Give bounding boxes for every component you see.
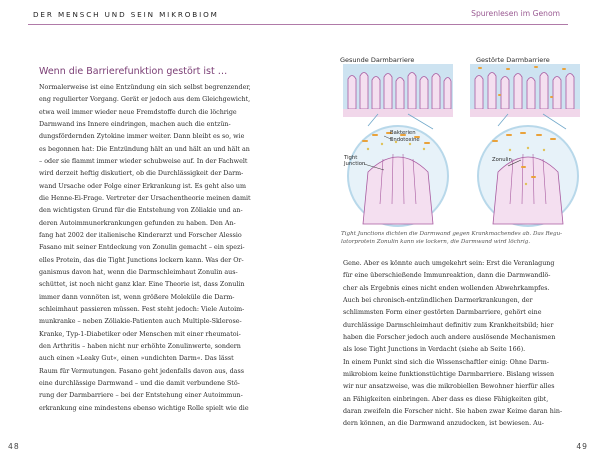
label-bacteria: Bakterien (390, 130, 416, 136)
text-line: – oder sie flammt immer wieder schubweise auf. In der Fachwelt (39, 157, 248, 165)
text-line: Raum für Vermutungen. Fasano geht jedenfalls davon aus, dass (39, 367, 244, 375)
text-line: haben die Forscher jedoch auch andere auslösende Mechanismen (343, 333, 556, 341)
text-line: als lose Tight Junctions in Verdacht (siehe ab Seite 166). (343, 346, 526, 354)
label-tight-junction-line-2: Junction (344, 161, 366, 167)
section-title: Wenn die Barrierefunktion gestört ist … (39, 66, 228, 77)
label-disturbed-barrier: Gestörte Darmbarriere (476, 56, 550, 64)
text-line: für eine überschießende Immunreaktion, dann die Darmwandlö- (343, 272, 551, 280)
caption-line: latorprotein Zonulin kann sie lockern, die Darmwand wird löchrig. (341, 239, 531, 245)
barrier-illustration (338, 54, 588, 229)
running-head: Spurenlesen im Genom (471, 9, 560, 18)
text-line: elles Protein, das die Tight Junctions lockern kann. Was der Or- (39, 256, 244, 264)
left-body-text (39, 82, 289, 415)
text-line: Gene. Aber es könnte auch umgekehrt sein: Erst die Veranlagung (343, 260, 555, 267)
text-line: auch einen »Leaky Gut«, einen »undichten Darm«. Das lässt (39, 355, 234, 363)
text-line: es begonnen hat: Die Entzündung hält an und hält an und hält an (39, 145, 250, 153)
text-line: In einem Punkt sind sich die Wissenschaftler einig: Ohne Darm- (343, 358, 549, 366)
label-endotoxins: Endotoxine (390, 137, 420, 143)
text-line: erkrankung eine mindestens ebenso wichtige Rolle spielt wie die (39, 404, 249, 412)
text-line: rung der Darmbarriere – bei der Entstehung einer Autoimmun- (39, 392, 243, 400)
text-line: wir nur ansatzweise, was die mikrobiellen Bewohner hierfür alles (343, 383, 555, 391)
text-line: fang hat 2002 der italienische Kinderarzt und Forscher Alessio (39, 231, 242, 239)
healthy-barrier-panel (343, 64, 453, 117)
text-line: dern können, an die Darmwand anzudocken, ist bewiesen. Au- (343, 420, 544, 428)
label-tight-junction-line-1: Tight (344, 155, 358, 161)
text-line: die Henne-Ei-Frage. Vertreter der Ursachentheorie meinen damit (39, 194, 251, 202)
page-number: 48 (8, 442, 20, 451)
text-line: ganismus davon hat, wenn die Darmschleimhaut Zonulin aus- (39, 268, 238, 276)
label-healthy-barrier: Gesunde Darmbarriere (340, 56, 415, 64)
text-line: deren Autoimmunerkrankungen gefunden zu haben. Den An- (39, 219, 236, 227)
text-line: eng regulierter Vorgang. Gerät er jedoch aus dem Gleichgewicht, (39, 96, 251, 104)
header-rule (28, 24, 300, 25)
text-line: dungsfördernden Zytokine immer weiter. Dann bleibt es so, wie (39, 133, 245, 141)
right-body-text (343, 258, 595, 431)
text-line: wird derzeit heftig diskutiert, ob die Durchlässigkeit der Darm- (39, 170, 244, 178)
right-page (300, 0, 600, 467)
text-line: immer dann vonnöten ist, wenn größere Moleküle die Darm- (39, 293, 235, 301)
text-line: eine durchlässige Darmwand – und die damit verbundene Stö- (39, 379, 240, 387)
text-line: wand Ursache oder Folge einer Erkrankung ist. Es geht also um (39, 182, 247, 190)
text-line: durchlässige Darmschleimhaut definitiv zum Krankheitsbild; hier (343, 321, 554, 329)
disturbed-barrier-panel (470, 64, 580, 117)
text-line: den wichtigsten Grund für die Entstehung von Zöliakie und an- (39, 207, 243, 215)
text-line: an Fähigkeiten einbringen. Aber dass es diese Fähigkeiten gibt, (343, 395, 549, 403)
text-line: Fasano mit seiner Entdeckung von Zonulin gemacht – ein spezi- (39, 244, 245, 252)
figure-caption (341, 230, 591, 246)
text-line: Darmwand ins Innere eindringen, machen auch die entzün- (39, 120, 231, 128)
text-line: Kranke, Typ-1-Diabetiker oder Menschen mit einer rheumatoi- (39, 330, 241, 338)
text-line: etwa weil immer wieder neue Fremdstoffe durch die löchrige (39, 108, 237, 116)
label-zonulin: Zonulin (492, 157, 512, 163)
text-line: mikrobiom keine funktionstüchtige Darmbarriere. Bislang wissen (343, 370, 555, 378)
text-line: den Arthritis – haben nicht nur erhöhte Zonulinwerte, sondern (39, 342, 241, 350)
running-head: DER MENSCH UND SEIN MIKROBIOM (33, 10, 219, 19)
text-line: schüttet, ist noch nicht ganz klar. Eine Theorie ist, dass Zonulin (39, 281, 245, 289)
text-line: schlimmsten Form einer gestörten Darmbarriere, gehört eine (343, 309, 542, 317)
page-number: 49 (576, 442, 588, 451)
text-line: daran zweifeln die Forscher nicht. Sie haben zwar Keime daran hin- (343, 407, 563, 415)
text-line: schleimhaut passieren müssen. Fest steht jedoch: Viele Autoim- (39, 305, 245, 313)
disturbed-zoom-circle (478, 114, 578, 226)
text-line: munkranke – neben Zöliakie-Patienten auch Multiple-Sklerose- (39, 318, 242, 326)
text-line: cher als Ergebnis eines nicht enden wollenden Abwehrkampfes. (343, 284, 550, 292)
text-line: Normalerweise ist eine Entzündung ein sich selbst begrenzender, (39, 84, 251, 91)
header-rule (300, 24, 568, 25)
caption-line: Tight Junctions dichten die Darmwand gegen Krankmachendes ab. Das Regu- (341, 231, 563, 237)
text-line: Auch bei chronisch-entzündlichen Darmerkrankungen, der (343, 296, 533, 304)
intestinal-barrier-figure (338, 54, 588, 229)
